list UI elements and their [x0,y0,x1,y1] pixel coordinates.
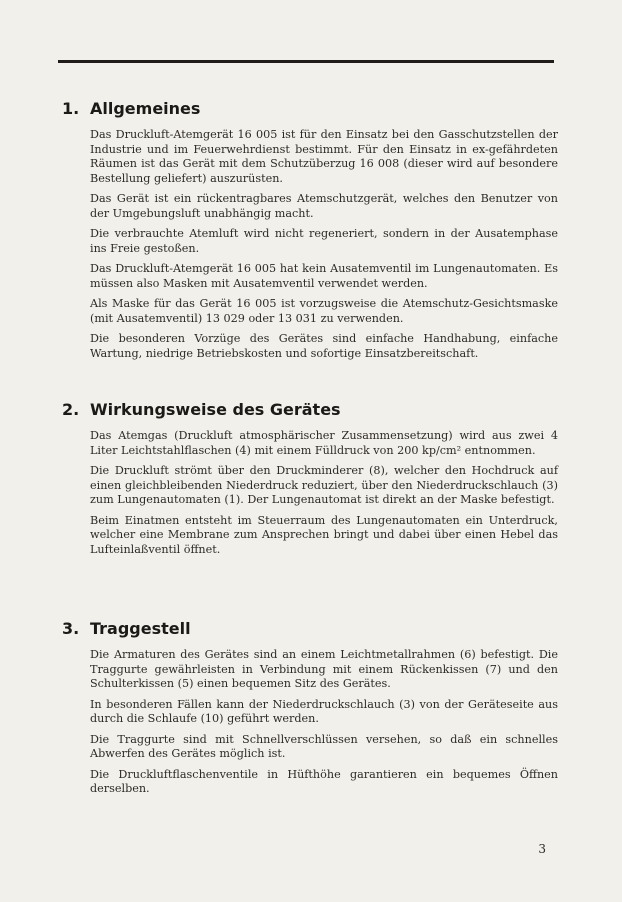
paragraph: Die Druckluft strömt über den Druckminderer (8), welcher den Hochdruck auf einen gleichbleibenden Niederdruck reduziert, über den Niederdruckschlauch (3) zum Lungenautomaten (1). Der Lungenautomat ist direkt an der Maske befestigt. [90,464,558,506]
section-title: Traggestell [90,619,191,638]
section-number: 1. [62,99,80,118]
paragraph: Die Druckluftflaschenventile in Hüfthöhe garantieren ein bequemes Öffnen derselben. [90,767,558,795]
section-title: Wirkungsweise des Gerätes [90,400,341,419]
header-rule [58,60,554,63]
paragraph: Das Druckluft-Atemgerät 16 005 ist für den Einsatz bei den Gasschutzstellen der Industrie und im Feuerwehrdienst bestimmt. Für den Einsatz in ex-gefährdeten Räumen ist das Gerät mit dem Schutzüberzug 16 008 (dieser wird auf besondere Bestellung geliefert) auszurüsten. [90,128,558,185]
paragraph: Die verbrauchte Atemluft wird nicht regeneriert, sondern in der Ausatemphase ins Freie gestoßen. [90,227,558,255]
section-body [90,648,558,797]
section-number: 2. [62,400,80,419]
section-wirkungsweise [62,401,558,563]
section-title: Allgemeines [90,99,201,118]
paragraph: Das Druckluft-Atemgerät 16 005 hat kein Ausatemventil im Lungenautomaten. Es müssen also Masken mit Ausatemventil verwendet werden. [90,262,558,290]
section-number: 3. [62,619,80,638]
paragraph: Das Gerät ist ein rückentragbares Atemschutzgerät, welches den Benutzer von der Umgebungsluft unabhängig macht. [90,192,558,220]
page-number: 3 [538,842,546,856]
paragraph: Das Atemgas (Druckluft atmosphärischer Zusammensetzung) wird aus zwei 4 Liter Leichtstahlflaschen (4) mit einem Fülldruck von 200 kp/cm² entnommen. [90,429,558,457]
paragraph: Die Armaturen des Gerätes sind an einem Leichtmetallrahmen (6) befestigt. Die Traggurte gewährleisten in Verbindung mit einem Rückenkissen (7) und den Schulterkissen (5) einen bequemen Sitz des Gerätes. [90,648,558,690]
section-body [90,429,558,557]
section-allgemeines [62,100,558,367]
paragraph: Als Maske für das Gerät 16 005 ist vorzugsweise die Atemschutz-Gesichtsmaske (mit Ausatemventil) 13 029 oder 13 031 zu verwenden. [90,297,558,325]
paragraph: Die besonderen Vorzüge des Gerätes sind einfache Handhabung, einfache Wartung, niedrige Betriebskosten und sofortige Einsatzbereitschaft. [90,332,558,360]
paragraph: Beim Einatmen entsteht im Steuerraum des Lungenautomaten ein Unterdruck, welcher eine Membrane zum Ansprechen bringt und dabei über einen Hebel das Lufteinlaßventil öffnet. [90,513,558,556]
section-body [90,128,558,361]
section-heading [62,100,558,118]
section-heading [62,620,558,638]
section-traggestell [62,620,558,803]
paragraph: In besonderen Fällen kann der Niederdruckschlauch (3) von der Geräteseite aus durch die Schlaufe (10) geführt werden. [90,697,558,725]
section-heading [62,401,558,419]
paragraph: Die Traggurte sind mit Schnellverschlüssen versehen, so daß ein schnelles Abwerfen des Gerätes möglich ist. [90,732,558,760]
